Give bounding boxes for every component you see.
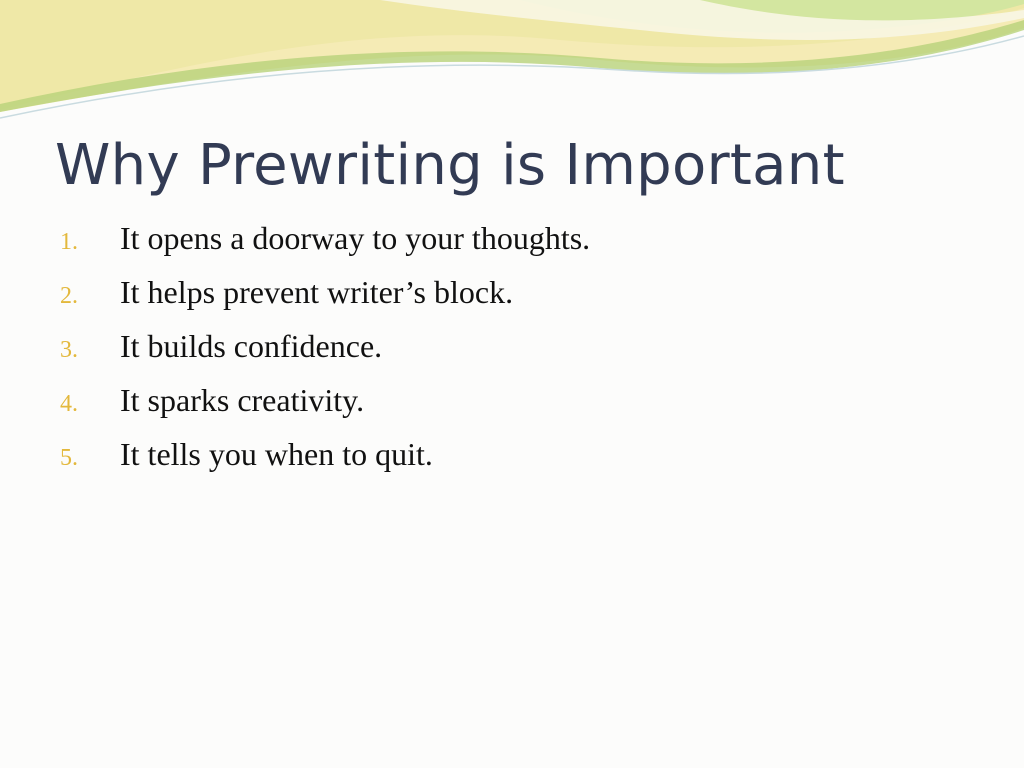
decorative-wave-banner <box>0 0 1024 130</box>
list-item-number: 2. <box>60 283 78 309</box>
list-item-text: It helps prevent writer’s block. <box>120 274 514 310</box>
list-item-text: It opens a doorway to your thoughts. <box>120 220 591 256</box>
reasons-list <box>60 220 590 490</box>
list-item <box>60 436 590 490</box>
list-item <box>60 274 590 328</box>
slide-title: Why Prewriting is Important <box>55 133 845 198</box>
list-item-number: 5. <box>60 445 78 471</box>
list-item-number: 1. <box>60 229 78 255</box>
list-item-text: It sparks creativity. <box>120 382 365 418</box>
list-item-number: 3. <box>60 337 78 363</box>
list-item-number: 4. <box>60 391 78 417</box>
list-item <box>60 328 590 382</box>
list-item <box>60 382 590 436</box>
list-item <box>60 220 590 274</box>
list-item-text: It tells you when to quit. <box>120 436 433 472</box>
list-item-text: It builds confidence. <box>120 328 383 364</box>
